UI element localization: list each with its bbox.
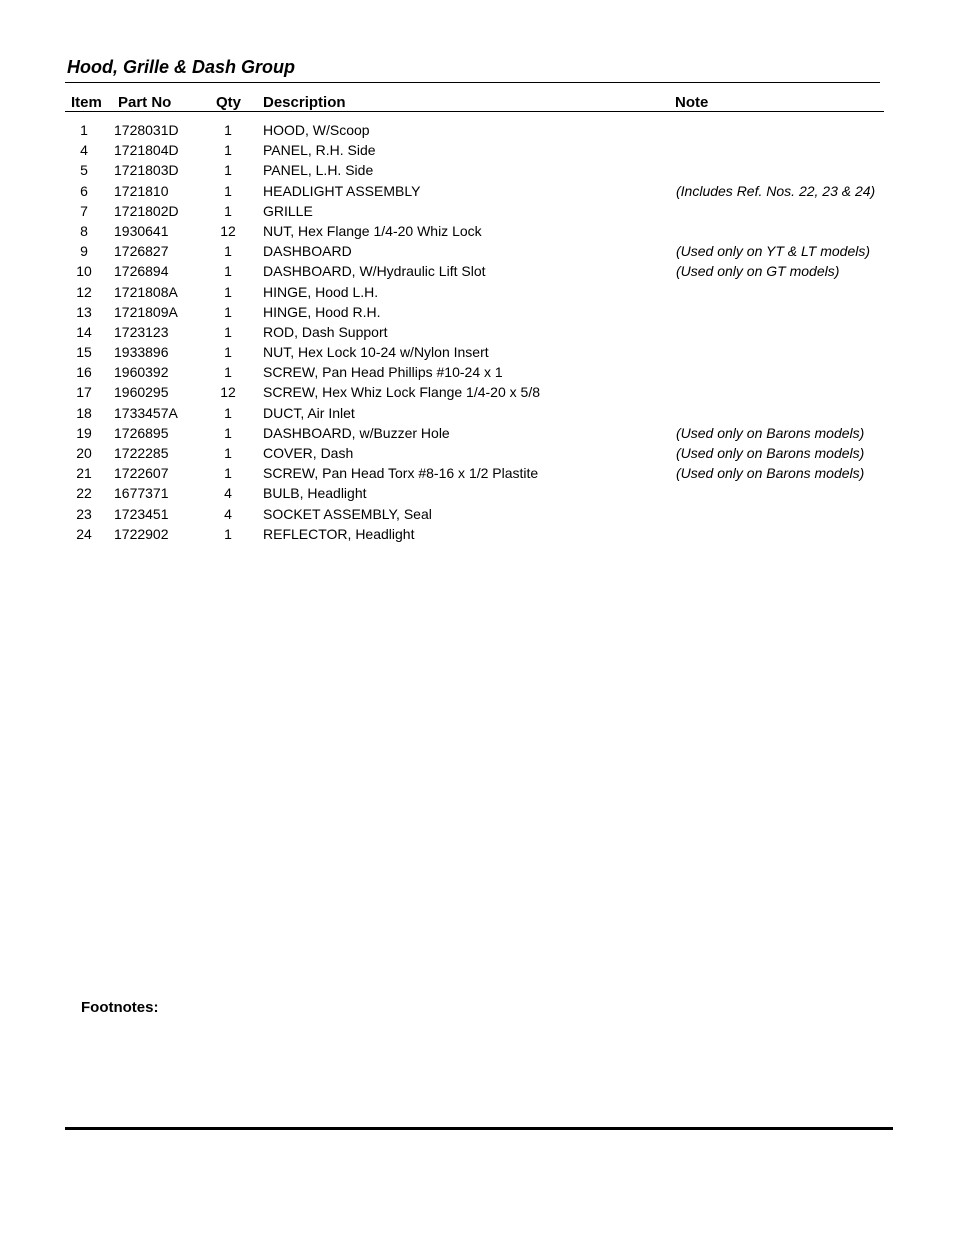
row-description: HEADLIGHT ASSEMBLY bbox=[263, 182, 421, 199]
row-item: 7 bbox=[80, 202, 88, 219]
row-qty: 1 bbox=[224, 424, 232, 441]
row-qty: 1 bbox=[224, 404, 232, 421]
row-item: 8 bbox=[80, 222, 88, 239]
row-description: SCREW, Hex Whiz Lock Flange 1/4-20 x 5/8 bbox=[263, 384, 540, 401]
row-description: DASHBOARD, W/Hydraulic Lift Slot bbox=[263, 263, 486, 280]
row-qty: 1 bbox=[224, 465, 232, 482]
row-part-no: 1722607 bbox=[114, 465, 169, 482]
row-part-no: 1723123 bbox=[114, 323, 169, 340]
table-row bbox=[65, 443, 884, 463]
row-part-no: 1721803D bbox=[114, 162, 179, 179]
row-description: DASHBOARD bbox=[263, 243, 352, 260]
row-note: (Used only on GT models) bbox=[676, 263, 840, 280]
row-qty: 4 bbox=[224, 485, 232, 502]
row-qty: 1 bbox=[224, 303, 232, 320]
table-row bbox=[65, 201, 884, 221]
row-note: (Used only on Barons models) bbox=[676, 424, 865, 441]
table-row bbox=[65, 140, 884, 160]
page-title: Hood, Grille & Dash Group bbox=[67, 57, 296, 77]
row-part-no: 1930641 bbox=[114, 222, 169, 239]
row-qty: 1 bbox=[224, 142, 232, 159]
row-description: SOCKET ASSEMBLY, Seal bbox=[263, 505, 432, 522]
row-item: 4 bbox=[80, 142, 88, 159]
row-part-no: 1677371 bbox=[114, 485, 169, 502]
row-part-no: 1722902 bbox=[114, 525, 169, 542]
row-part-no: 1728031D bbox=[114, 122, 179, 138]
table-row bbox=[65, 282, 884, 302]
row-part-no: 1726894 bbox=[114, 263, 169, 280]
row-item: 1 bbox=[80, 122, 88, 138]
row-item: 23 bbox=[76, 505, 92, 522]
title-divider bbox=[65, 82, 880, 83]
table-row bbox=[65, 362, 884, 382]
row-item: 13 bbox=[76, 303, 92, 320]
table-row bbox=[65, 382, 884, 402]
header-note: Note bbox=[675, 94, 709, 111]
table-row bbox=[65, 120, 884, 140]
row-description: NUT, Hex Flange 1/4-20 Whiz Lock bbox=[263, 222, 482, 239]
row-part-no: 1960392 bbox=[114, 364, 169, 381]
row-qty: 1 bbox=[224, 323, 232, 340]
table-row bbox=[65, 221, 884, 241]
row-item: 18 bbox=[76, 404, 92, 421]
row-qty: 1 bbox=[224, 525, 232, 542]
row-part-no: 1721808A bbox=[114, 283, 178, 300]
row-item: 17 bbox=[76, 384, 92, 401]
row-part-no: 1933896 bbox=[114, 344, 169, 361]
row-qty: 1 bbox=[224, 162, 232, 179]
row-part-no: 1726827 bbox=[114, 243, 169, 260]
table-row bbox=[65, 302, 884, 322]
table-row bbox=[65, 403, 884, 423]
row-description: SCREW, Pan Head Torx #8-16 x 1/2 Plastite bbox=[263, 465, 539, 482]
row-part-no: 1960295 bbox=[114, 384, 169, 401]
row-item: 6 bbox=[80, 182, 88, 199]
table-row bbox=[65, 261, 884, 281]
row-qty: 1 bbox=[224, 182, 232, 199]
row-item: 10 bbox=[76, 263, 92, 280]
row-qty: 12 bbox=[220, 384, 236, 401]
row-qty: 1 bbox=[224, 445, 232, 461]
row-item: 5 bbox=[80, 162, 88, 179]
row-note: (Includes Ref. Nos. 22, 23 & 24) bbox=[676, 182, 876, 199]
row-qty: 1 bbox=[224, 122, 232, 138]
row-description: PANEL, L.H. Side bbox=[263, 162, 374, 179]
row-description: HINGE, Hood L.H. bbox=[263, 283, 379, 300]
table-row bbox=[65, 322, 884, 342]
table-row bbox=[65, 423, 884, 443]
row-qty: 1 bbox=[224, 344, 232, 361]
row-description: DUCT, Air Inlet bbox=[263, 404, 355, 421]
table-row bbox=[65, 342, 884, 362]
row-item: 21 bbox=[76, 465, 92, 482]
row-part-no: 1722285 bbox=[114, 445, 169, 461]
footer-divider bbox=[65, 1127, 893, 1130]
header-part-no: Part No bbox=[118, 94, 172, 111]
row-description: REFLECTOR, Headlight bbox=[263, 525, 415, 542]
row-description: HINGE, Hood R.H. bbox=[263, 303, 381, 320]
row-description: GRILLE bbox=[263, 202, 313, 219]
row-part-no: 1723451 bbox=[114, 505, 169, 522]
row-part-no: 1721804D bbox=[114, 142, 179, 159]
row-qty: 12 bbox=[220, 222, 236, 239]
row-item: 16 bbox=[76, 364, 92, 381]
row-item: 24 bbox=[76, 525, 92, 542]
row-qty: 1 bbox=[224, 263, 232, 280]
row-item: 15 bbox=[76, 344, 92, 361]
table-row bbox=[65, 241, 884, 261]
row-part-no: 1733457A bbox=[114, 404, 178, 421]
table-row bbox=[65, 463, 884, 483]
row-description: DASHBOARD, w/Buzzer Hole bbox=[263, 424, 450, 441]
row-note: (Used only on YT & LT models) bbox=[676, 243, 871, 260]
row-description: HOOD, W/Scoop bbox=[263, 122, 370, 138]
table-row bbox=[65, 524, 884, 544]
table-row bbox=[65, 160, 884, 180]
header-description: Description bbox=[263, 94, 346, 111]
row-part-no: 1726895 bbox=[114, 424, 169, 441]
row-description: PANEL, R.H. Side bbox=[263, 142, 376, 159]
row-part-no: 1721809A bbox=[114, 303, 178, 320]
table-row bbox=[65, 504, 884, 524]
table-row bbox=[65, 483, 884, 503]
table-row bbox=[65, 181, 884, 201]
row-description: COVER, Dash bbox=[263, 445, 354, 461]
header-qty: Qty bbox=[216, 94, 242, 111]
row-description: SCREW, Pan Head Phillips #10-24 x 1 bbox=[263, 364, 503, 381]
parts-table-header bbox=[65, 94, 884, 112]
row-part-no: 1721810 bbox=[114, 182, 169, 199]
row-qty: 1 bbox=[224, 243, 232, 260]
header-item: Item bbox=[71, 94, 102, 111]
row-qty: 1 bbox=[224, 283, 232, 300]
row-description: BULB, Headlight bbox=[263, 485, 367, 502]
row-description: ROD, Dash Support bbox=[263, 323, 388, 340]
row-item: 22 bbox=[76, 485, 92, 502]
row-item: 20 bbox=[76, 445, 92, 461]
row-item: 19 bbox=[76, 424, 92, 441]
row-note: (Used only on Barons models) bbox=[676, 465, 865, 482]
row-item: 14 bbox=[76, 323, 92, 340]
parts-table-body bbox=[65, 120, 884, 544]
row-qty: 4 bbox=[224, 505, 232, 522]
row-item: 9 bbox=[80, 243, 88, 260]
footnotes-label: Footnotes: bbox=[81, 999, 159, 1016]
row-qty: 1 bbox=[224, 364, 232, 381]
row-item: 12 bbox=[76, 283, 92, 300]
row-note: (Used only on Barons models) bbox=[676, 445, 865, 461]
row-qty: 1 bbox=[224, 202, 232, 219]
row-description: NUT, Hex Lock 10-24 w/Nylon Insert bbox=[263, 344, 489, 361]
row-part-no: 1721802D bbox=[114, 202, 179, 219]
